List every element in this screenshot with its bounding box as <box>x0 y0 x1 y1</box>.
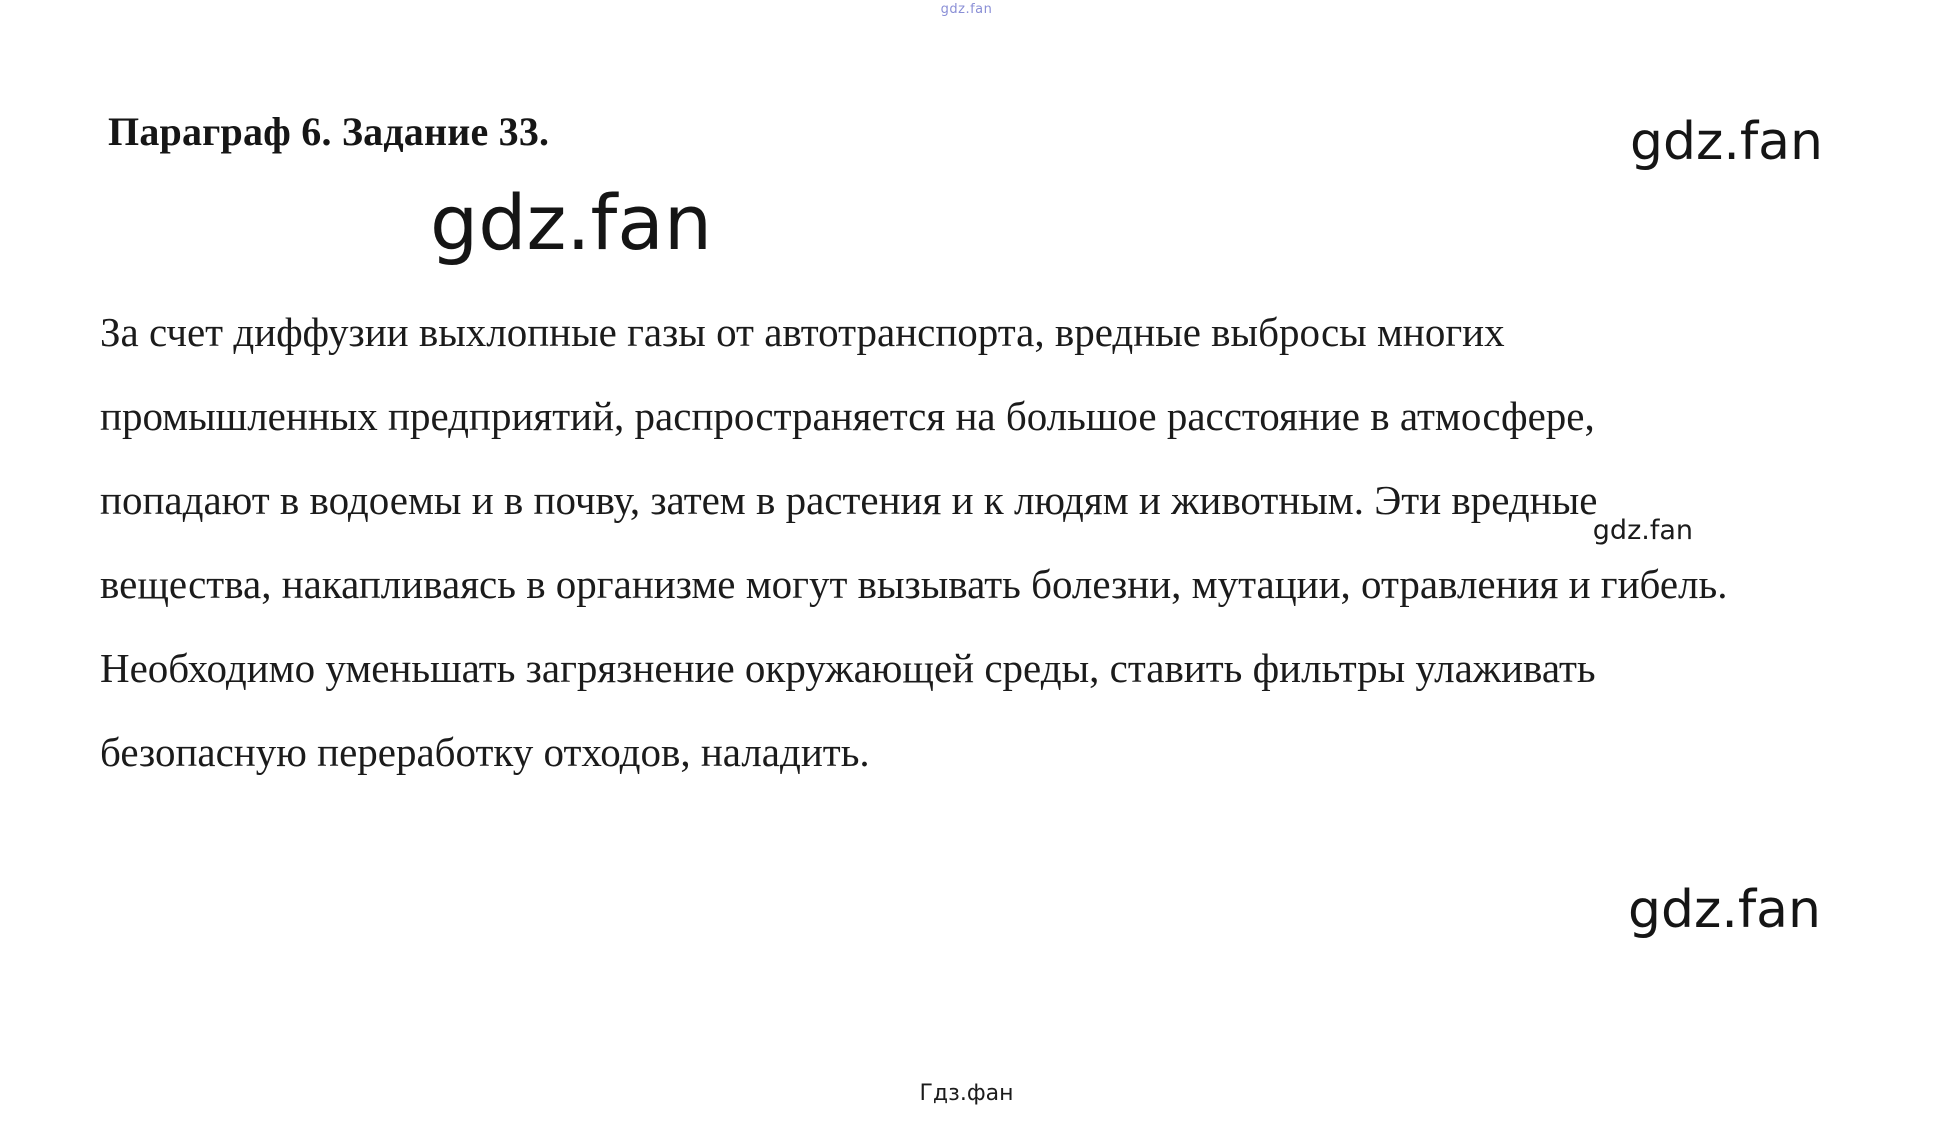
page-footer: Гдз.фан <box>919 1081 1014 1106</box>
watermark-lower-right: gdz.fan <box>1628 880 1821 940</box>
answer-body-text: За счет диффузии выхлопные газы от автотранспорта, вредные выбросы многих промышленных предприятий, распространяется на большое расстояние в атмосфере, попадают в водоемы и в почву, затем в растения и к людям и животным. Эти вредные вещества, накапливаясь в организме могут вызывать болезни, мутации, отравления и гибель. Необходимо уменьшать загрязнение окружающей среды, ставить фильтры улаживать безопасную переработку отходов, наладить. <box>100 309 1738 775</box>
watermark-top-right: gdz.fan <box>1630 112 1823 172</box>
watermark-center-large: gdz.fan <box>430 178 713 267</box>
watermark-mid-right: gdz.fan <box>1592 515 1693 546</box>
watermark-top-small: gdz.fan <box>940 2 993 17</box>
page-title: Параграф 6. Задание 33. <box>108 109 550 154</box>
